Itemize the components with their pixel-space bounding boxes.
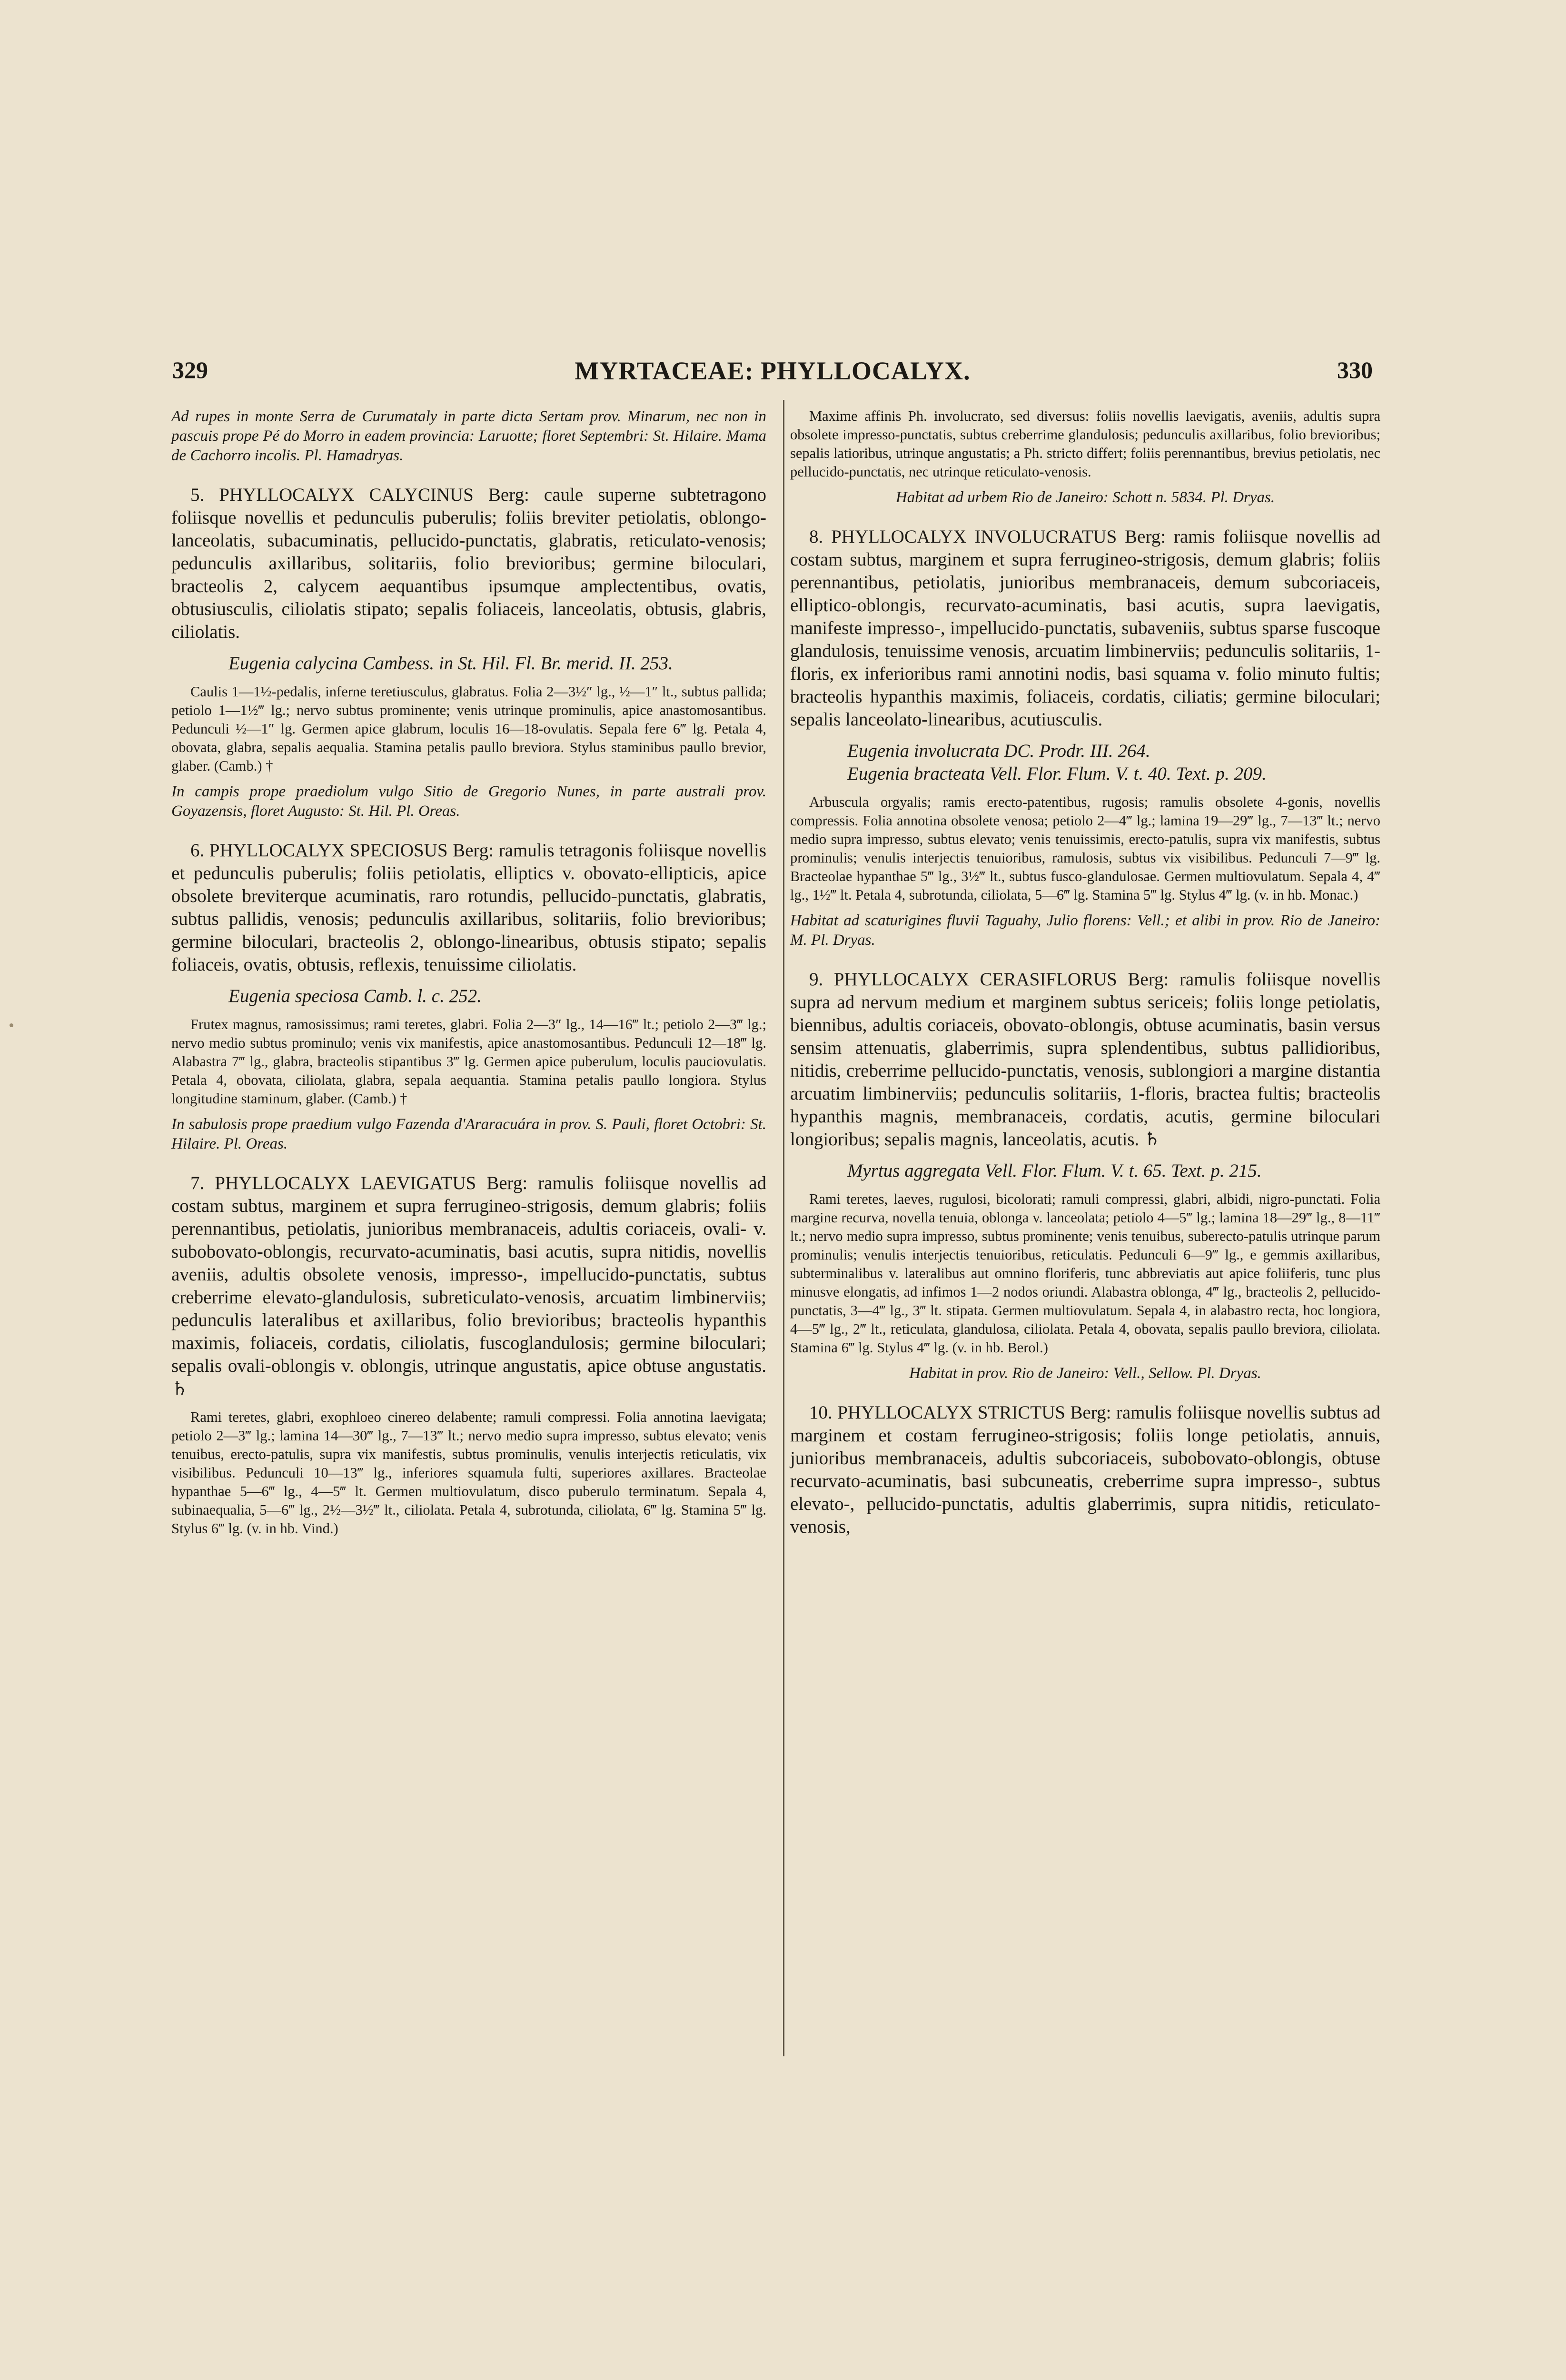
species-diagnosis: ramulis foliisque novellis subtus ad marginem et costam ferrugineo-strigosis; foliis longe petiolatis, annuis, junioribus membranaceis, adultis subcoriaceis, subobovato-oblongis, obtuse recurvato-acuminatis, basi subcuneatis, creberrime supra impresso-, subtus elevato-, pellucido-punctatis, adultis glaberrimis, supra nitidis, reticulato-venosis,: [790, 1402, 1380, 1537]
species-entry: [790, 1401, 1380, 1538]
species-diagnosis: ramis foliisque novellis ad costam subtus, marginem et supra ferrugineo-strigosis, demum glabris; foliis perennantibus, petiolatis, junioribus membranaceis, demum subcoriaceis, elliptico-oblongis, recurvato-acuminatis, basi acutis, supra laevigatis, manifeste impresso-, impellucido-punctatis, subaveniis, subtus sparse fuscoque glandulosis, tenuissime venosis, arcuatim limbinerviis; pedunculis solitariis, 1-floris, ex inferioribus rami annotini nodis, basi squama v. folio minuto fultis; bracteolis hypanthis maximis, foliaceis, cordatis, ciliatis; germine biloculari; sepalis lanceolato-linearibus, acutiusculis.: [790, 526, 1380, 730]
species-description: Maxime affinis Ph. involucrato, sed diversus: foliis novellis laevigatis, aveniis, adultis supra obsolete impresso-punctatis, subtus creberrime glandulosis; pedunculis axillaribus, folio brevioribus; sepalis latioribus, utrinque angustatis; a Ph. stricto differt; foliis perennantibus, brevius petiolatis, nec pellucido-punctatis, nec utrinque reticulato-venosis.: [790, 408, 1380, 480]
left-column: [171, 407, 766, 1545]
species-entry: [790, 526, 1380, 731]
habitat-text: Habitat ad urbem Rio de Janeiro: Schott n. 5834. Pl. Dryas.: [895, 489, 1275, 506]
species-name: 10. PHYLLOCALYX STRICTUS Berg:: [809, 1402, 1111, 1423]
synonym: Eugenia bracteata Vell. Flor. Flum. V. t. 40. Text. p. 209.: [847, 764, 1267, 784]
right-column: [790, 407, 1380, 1538]
habitat-text: Habitat ad scaturigines fluvii Taguahy, Julio florens: Vell.; et alibi in prov. Rio de Janeiro: M. Pl. Dryas.: [790, 912, 1380, 949]
species-description: Rami teretes, glabri, exophloeo cinereo delabente; ramuli compressi. Folia annotina laevigata; petiolo 2—3‴ lg.; lamina 14—30‴ lg., 7—13‴ lt.; nervo medio supra impresso, subtus elevato; venis tenuibus, erecto-patulis, supra vix manifestis, subtus prominulis, venulis interjectis reticulatis, vix visibilibus. Pedunculi 10—13‴ lg., inferiores squamula fulti, superiores axillares. Bracteolae hypanthae 5—6‴ lg., 4—5‴ lt. Germen multiovulatum, disco puberulo terminatum. Sepala 4, subinaequalia, 5—6‴ lg., 2½—3½‴ lt., ciliolata. Petala 4, subrotunda, ciliolata, 6‴ lg. Stamina 5‴ lg. Stylus 6‴ lg. (v. in hb. Vind.): [171, 1409, 766, 1537]
synonym: Eugenia involucrata DC. Prodr. III. 264.: [847, 741, 1150, 761]
species-entry: [171, 1172, 766, 1400]
species-name: 6. PHYLLOCALYX SPECIOSUS Berg:: [190, 840, 494, 861]
species-diagnosis: ramulis tetragonis foliisque novellis et pedunculis puberulis; foliis petiolatis, elliptics v. obovato-ellipticis, apice obsolete breviterque acuminatis, raro rotundis, pellucido-punctatis, glabratis, subtus pallidis, venosis; pedunculis axillaribus, solitariis, folio brevioribus; germine biloculari, bracteolis 2, oblongo-linearibus, obtusis stipato; sepalis foliaceis, ovatis, obtusis, reflexis, tenuissime ciliolatis.: [171, 840, 767, 975]
habitat-text: Ad rupes in monte Serra de Curumataly in parte dicta Sertam prov. Minarum, nec non in pascuis prope Pé do Morro in eadem provincia: Laruotte; floret Septembri: St. Hilaire. Mama de Cachorro incolis. Pl. Hamadryas.: [171, 408, 766, 464]
species-description: Frutex magnus, ramosissimus; rami teretes, glabri. Folia 2—3″ lg., 14—16‴ lt.; petiolo 2—3‴ lg.; nervo medio subtus prominulo; venis vix manifestis, apice anastomosantibus. Pedunculi 12—18‴ lg. Alabastra 7‴ lg., glabra, bracteolis stipantibus 3‴ lg. Germen apice puberulum, loculis pauciovulatis. Petala 4, obovata, ciliolata, glabra, sepala aequantia. Stamina petalis paullo longiora. Stylus longitudine staminum, glaber. (Camb.) †: [171, 1016, 766, 1107]
page-number-left: 329: [172, 357, 208, 383]
species-description: Caulis 1—1½-pedalis, inferne teretiusculus, glabratus. Folia 2—3½″ lg., ½—1″ lt., subtus pallida; petiolo 1—1½‴ lg.; nervo subtus prominente; venis utrinque prominulis, apice anastomosantibus. Pedunculi ½—1″ lg. Germen apice glabrum, loculis 16—18-ovulatis. Sepala fere 6‴ lg. Petala 4, obovata, glabra, sepalis aequalia. Stamina petalis paullo breviora. Stylus staminibus paullo brevior, glaber. (Camb.) †: [171, 684, 766, 774]
synonym: Eugenia calycina Cambess. in St. Hil. Fl. Br. merid. II. 253.: [228, 653, 673, 674]
margin-mark: [10, 1023, 13, 1027]
species-diagnosis: ramulis foliisque novellis supra ad nervum medium et marginem subtus sericeis; foliis longe petiolatis, biennibus, adultis coriaceis, obovato-oblongis, obtuse acuminatis, basin versus sensim attenuatis, glaberrimis, supra splendentibus, subtus pallidioribus, nitidis, creberrime pellucido-punctatis, venosis, sublongiori a margine distantia arcuatim limbinerviis; pedunculis solitariis, 1-floris, bractea fultis; bracteolis hypanthis magnis, membranaceis, cordatis, acutis, germine biloculari longioribus; sepalis magnis, lanceolatis, acutis. ♄: [790, 969, 1380, 1150]
running-title: MYRTACEAE: PHYLLOCALYX.: [575, 357, 971, 385]
column-divider: [783, 400, 784, 2056]
species-description: Arbuscula orgyalis; ramis erecto-patentibus, rugosis; ramulis obsolete 4-gonis, novellis compressis. Folia annotina obsolete venosa; petiolo 2—4‴ lg.; lamina 19—29‴ lg., 7—13‴ lt.; nervo medio supra impresso, subtus elevato; venis tenuissimis, erecto-patulis, supra vix manifestis, subtus prominulis; venulis interjectis tenuioribus, ramulosis, subtus vix visibilibus. Pedunculi 7—9‴ lg. Bracteolae hypanthae 5‴ lg., 3½‴ lt., subtus fusco-glandulosae. Germen multiovulatum. Sepala 4, 4‴ lg., 1½‴ lt. Petala 4, subrotunda, ciliolata, 5—6‴ lg. Stamina 5‴ lg. Stylus 4‴ lg. (v. in hb. Monac.): [790, 794, 1380, 903]
synonym: Myrtus aggregata Vell. Flor. Flum. V. t. 65. Text. p. 215.: [847, 1160, 1262, 1181]
species-description: Rami teretes, laeves, rugulosi, bicolorati; ramuli compressi, glabri, albidi, nigro-punctati. Folia margine recurva, novella tenuia, oblonga v. lanceolata; petiolo 4—5‴ lg.; lamina 18—29‴ lg., 8—11‴ lt.; nervo medio supra impresso, subtus prominente; venis tenuibus, suberecto-patulis utrinque parum prominulis; venulis interjectis tenuioribus, reticulatis. Pedunculi 6—9‴ lg., e gemmis axillaribus, subterminalibus v. lateralibus aut omnino floriferis, tunc abbreviatis aut apice foliiferis, tunc plus minusve elongatis, ad infimos 1—2 nodos oriundi. Alabastra oblonga, 4‴ lg., bracteolis 2, pellucido-punctatis, 3—4‴ lg., 3‴ lt. stipata. Germen multiovulatum. Sepala 4, in alabastro recta, hoc longiora, 4—5‴ lg., 2‴ lt., reticulata, glandulosa, ciliolata. Petala 4, obovata, sepalis paullo breviora, ciliolata. Stamina 6‴ lg. Stylus 4‴ lg. (v. in hb. Berol.): [790, 1191, 1380, 1356]
habitat-text: In campis prope praediolum vulgo Sitio de Gregorio Nunes, in parte australi prov. Goyazensis, floret Augusto: St. Hil. Pl. Oreas.: [171, 783, 766, 820]
species-entry: [790, 968, 1380, 1151]
species-name: 7. PHYLLOCALYX LAEVIGATUS Berg:: [190, 1173, 528, 1193]
species-diagnosis: ramulis foliisque novellis ad costam subtus, marginem et supra ferrugineo-strigosis, demum glabris; foliis perennantibus, petiolatis, junioribus membranaceis, adultis coriaceis, ovali- v. subobovato-oblongis, recurvato-acuminatis, basi acutis, supra nitidis, novellis aveniis, adultis obsolete venosis, impresso-, impellucido-punctatis, subtus creberrime elevato-glandulosis, subreticulato-venosis, arcuatim limbinerviis; pedunculis lateralibus et axillaribus, folio brevioribus; bracteolis hypanthis maximis, foliaceis, cordatis, ciliolatis, fuscoglandulosis; germine biloculari; sepalis ovali-oblongis v. oblongis, utrinque angustatis, apice obtuse angustatis. ♄: [171, 1173, 767, 1399]
species-entry: [171, 484, 766, 644]
habitat-text: In sabulosis prope praedium vulgo Fazenda d'Araracuára in prov. S. Pauli, floret Octobri: St. Hilaire. Pl. Oreas.: [171, 1116, 766, 1152]
habitat-text: Habitat in prov. Rio de Janeiro: Vell., Sellow. Pl. Dryas.: [909, 1365, 1261, 1382]
species-entry: [171, 839, 766, 976]
species-name: 8. PHYLLOCALYX INVOLUCRATUS Berg:: [809, 526, 1166, 547]
species-name: 9. PHYLLOCALYX CERASIFLORUS Berg:: [809, 969, 1169, 990]
running-header: [172, 356, 1373, 394]
species-diagnosis: caule superne subtetragono foliisque novellis et pedunculis puberulis; foliis breviter petiolatis, oblongo-lanceolatis, subacuminatis, pellucido-punctatis, glabratis, reticulato-venosis; pedunculis axillaribus, solitariis, folio brevioribus; germine biloculari, bracteolis 2, calycem aequantibus ipsumque amplectentibus, ovatis, obtusiusculis, ciliolatis stipato; sepalis foliaceis, lanceolatis, obtusis, glabris, ciliolatis.: [171, 485, 766, 642]
synonym: Eugenia speciosa Camb. l. c. 252.: [228, 986, 482, 1006]
page-number-right: 330: [1337, 357, 1373, 383]
species-name: 5. PHYLLOCALYX CALYCINUS Berg:: [190, 485, 529, 505]
